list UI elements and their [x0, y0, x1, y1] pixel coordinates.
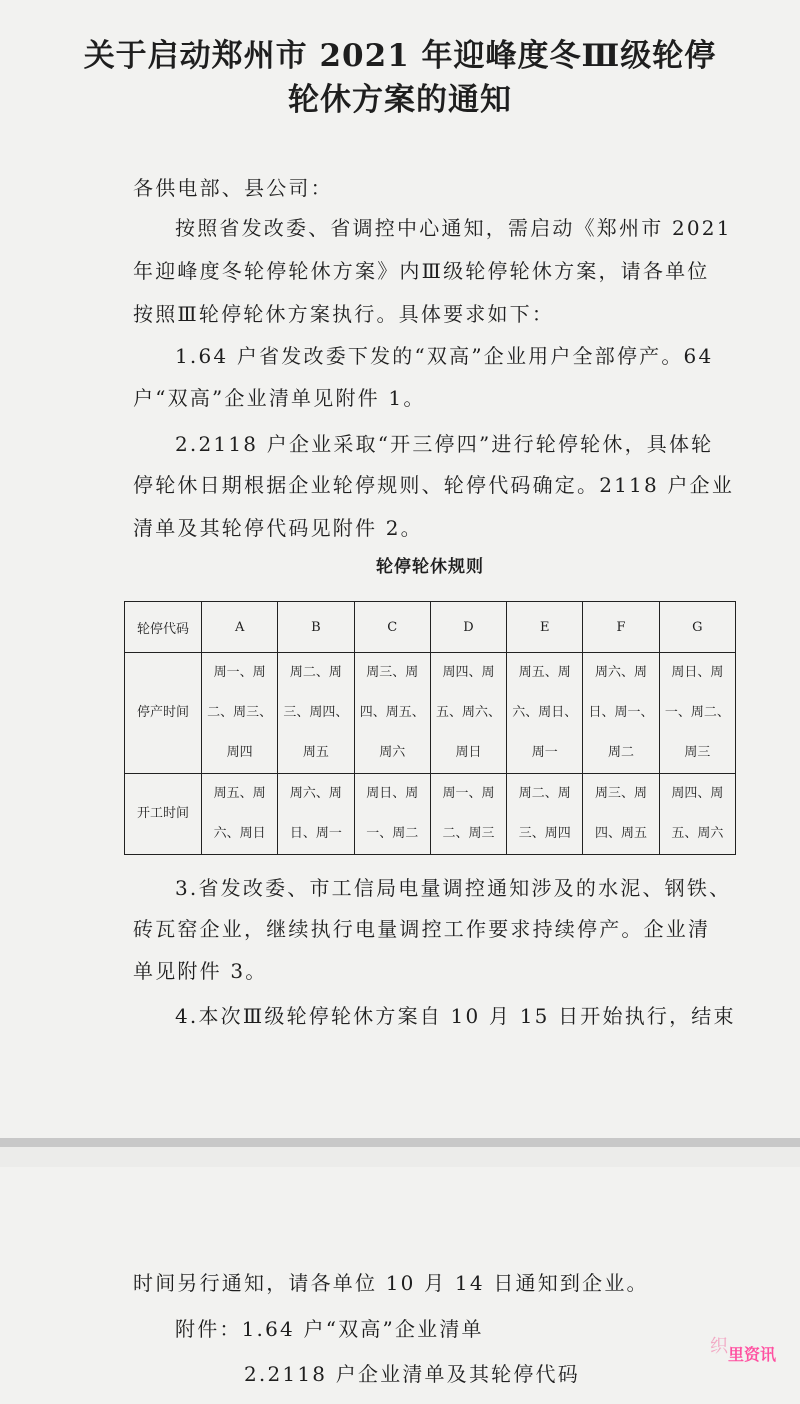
stop-time-cell	[583, 653, 659, 774]
code-cell: B	[278, 602, 354, 653]
item4-line-1: 4.本次Ⅲ级轮停轮休方案自 10 月 15 日开始执行，结束	[175, 1004, 736, 1028]
page-break-divider	[0, 1138, 800, 1147]
row-label-start-time: 开工时间	[125, 774, 202, 855]
cell-line: 三、周四、	[283, 705, 349, 720]
stop-time-cell	[430, 653, 506, 774]
code-cell: D	[430, 602, 506, 653]
cell-line: 四、周五、	[359, 705, 425, 720]
cell-line: 周二、周	[518, 786, 571, 801]
cell-line: 周六	[379, 745, 406, 760]
watermark	[709, 1336, 776, 1366]
watermark-part-1: 织	[709, 1336, 728, 1357]
cell-line: 三、周四	[518, 826, 571, 841]
cell-line: 周二	[608, 745, 635, 760]
cell-line: 二、周三、	[207, 705, 273, 720]
cell-line: 周三、周	[366, 665, 419, 680]
cell-line: 周三、周	[595, 786, 648, 801]
attachment-line-1: 附件：1.64 户“双高”企业清单	[175, 1317, 484, 1341]
item3-line-2: 砖瓦窑企业，继续执行电量调控工作要求持续停产。企业清	[133, 917, 711, 941]
item2-line-3: 清单及其轮停代码见附件 2。	[133, 516, 423, 540]
cell-line: 周一、周	[213, 665, 266, 680]
cell-line: 周三	[684, 745, 711, 760]
cell-line: 五、周六、	[435, 705, 501, 720]
table-row-stop-time	[125, 653, 736, 774]
stop-time-cell	[354, 653, 430, 774]
table-row-codes	[125, 602, 736, 653]
cell-line: 一、周二、	[664, 705, 730, 720]
code-cell: G	[659, 602, 735, 653]
row-label-stop-time: 停产时间	[125, 653, 202, 774]
code-cell: F	[583, 602, 659, 653]
document-title-line-1: 关于启动郑州市 2021 年迎峰度冬Ⅲ级轮停	[83, 38, 717, 74]
cell-line: 周四、周	[442, 665, 495, 680]
cell-line: 六、周日、	[512, 705, 578, 720]
watermark-part-2: 里资讯	[727, 1345, 776, 1364]
item1-line-2: 户“双高”企业清单见附件 1。	[133, 386, 426, 410]
cell-line: 周五、周	[518, 665, 571, 680]
start-time-cell	[583, 774, 659, 855]
cell-line: 周四、周	[671, 786, 724, 801]
item3-line-3: 单见附件 3。	[133, 959, 268, 983]
start-time-cell	[430, 774, 506, 855]
cell-line: 周五、周	[213, 786, 266, 801]
cell-line: 四、周五	[595, 826, 648, 841]
code-cell: E	[507, 602, 583, 653]
intro-line-1: 按照省发改委、省调控中心通知，需启动《郑州市 2021	[175, 216, 732, 240]
page-break-gap	[0, 1147, 800, 1167]
cell-line: 周一	[531, 745, 558, 760]
item2-line-1: 2.2118 户企业采取“开三停四”进行轮停轮休，具体轮	[175, 432, 714, 456]
cell-line: 日、周一	[289, 826, 342, 841]
page2-line-1: 时间另行通知，请各单位 10 月 14 日通知到企业。	[133, 1271, 649, 1295]
cell-line: 周一、周	[442, 786, 495, 801]
cell-line: 周六、周	[289, 786, 342, 801]
cell-line: 二、周三	[442, 826, 495, 841]
table-row-start-time	[125, 774, 736, 855]
start-time-cell	[354, 774, 430, 855]
start-time-cell	[202, 774, 278, 855]
intro-line-2: 年迎峰度冬轮停轮休方案》内Ⅲ级轮停轮休方案，请各单位	[133, 259, 710, 283]
cell-line: 周二、周	[289, 665, 342, 680]
cell-line: 一、周二	[366, 826, 419, 841]
recipient-line: 各供电部、县公司：	[133, 176, 333, 200]
item3-line-1: 3.省发改委、市工信局电量调控通知涉及的水泥、钢铁、	[175, 876, 732, 900]
cell-line: 周日、周	[366, 786, 419, 801]
cell-line: 周日	[455, 745, 482, 760]
cell-line: 六、周日	[213, 826, 266, 841]
start-time-cell	[659, 774, 735, 855]
cell-line: 周日、周	[671, 665, 724, 680]
code-cell: A	[202, 602, 278, 653]
start-time-cell	[507, 774, 583, 855]
stop-time-cell	[202, 653, 278, 774]
table-title: 轮停轮休规则	[376, 557, 484, 577]
cell-line: 日、周一、	[588, 705, 654, 720]
intro-line-3: 按照Ⅲ轮停轮休方案执行。具体要求如下：	[133, 302, 555, 326]
row-label-code: 轮停代码	[125, 602, 202, 653]
start-time-cell	[278, 774, 354, 855]
cell-line: 五、周六	[671, 826, 724, 841]
document-title-line-2: 轮休方案的通知	[288, 82, 512, 118]
stop-time-cell	[659, 653, 735, 774]
cell-line: 周六、周	[595, 665, 648, 680]
item1-line-1: 1.64 户省发改委下发的“双高”企业用户全部停产。64	[175, 344, 714, 368]
attachment-line-2: 2.2118 户企业清单及其轮停代码	[244, 1362, 580, 1386]
rotation-rules-table	[124, 601, 736, 855]
cell-line: 周四	[226, 745, 253, 760]
code-cell: C	[354, 602, 430, 653]
stop-time-cell	[507, 653, 583, 774]
item2-line-2: 停轮休日期根据企业轮停规则、轮停代码确定。2118 户企业	[133, 473, 735, 497]
stop-time-cell	[278, 653, 354, 774]
cell-line: 周五	[302, 745, 329, 760]
